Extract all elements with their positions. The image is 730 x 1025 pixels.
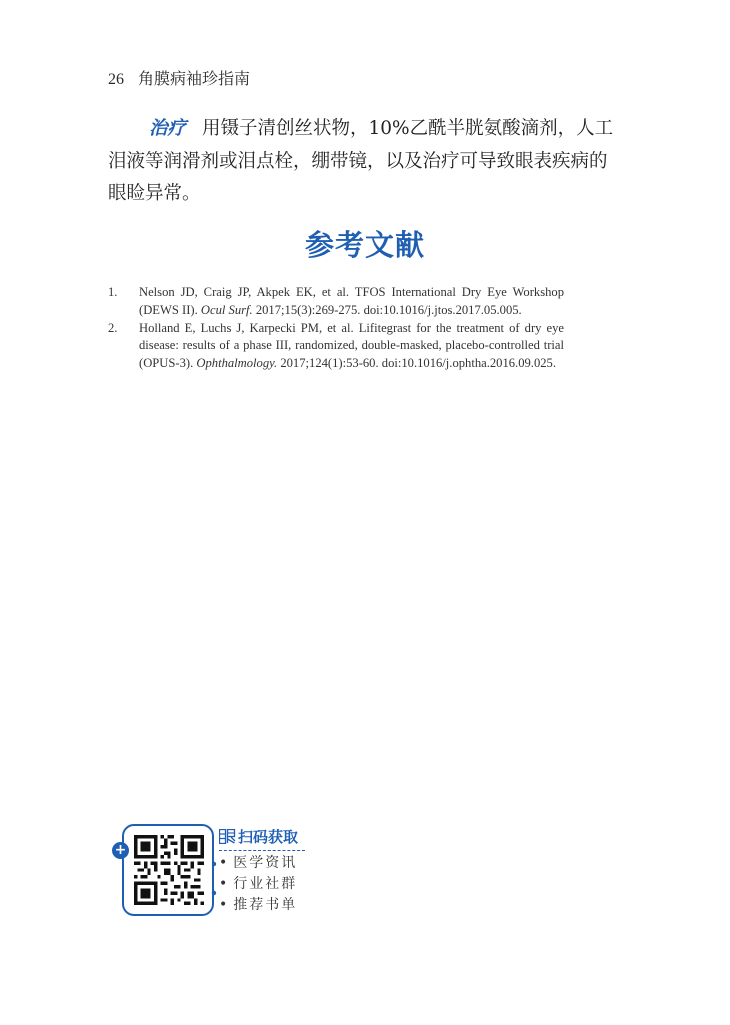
treatment-paragraph [108,113,625,211]
plus-icon: + [112,842,129,859]
reference-item [108,284,564,320]
qr-code[interactable] [134,834,204,906]
reference-journal: Ocul Surf. [200,302,253,317]
reference-text: Nelson JD, Craig JP, Akpek EK, et al. TFOS International Dry Eye Workshop (DEWS II). [139,285,564,317]
qr-promo-panel [219,826,305,916]
qr-code-frame[interactable] [122,824,214,916]
qr-header [219,826,305,847]
qr-bullet-item: • 医学资讯 [219,855,298,871]
treatment-label: 治疗 [149,118,187,139]
reference-details: 2017;15(3):269-275. doi:10.1016/j.jtos.2017.05.005. [252,302,522,317]
reference-number: 2. [108,320,118,335]
book-title: 角膜病袖珍指南 [138,69,251,88]
reference-journal: Ophthalmology. [196,356,278,371]
qr-bullet-item: • 推荐书单 [219,897,298,913]
qr-divider [219,850,305,851]
reference-number: 1. [108,285,118,299]
qr-header-text: 扫码获取 [238,828,299,846]
qr-bullet-item: • 行业社群 [219,876,298,892]
reference-details: 2017;124(1):53-60. doi:10.1016/j.ophtha.2016.09.025. [277,356,556,371]
treatment-text: 用镊子清创丝状物，10%乙酰半胱氨酸滴剂，人工泪液等润滑剂或泪点栓，绷带镜，以及治疗可导致眼表疾病的眼睑异常。 [108,118,614,204]
qr-bullet-list [219,853,305,916]
reference-text: Holland E, Luchs J, Karpecki PM, et al. Lifitegrast for the treatment of dry eye disease: results of a phase III, randomized, double-masked, placebo-controlled trial (OPUS-3). [139,320,564,371]
reference-item [108,320,564,373]
page-number: 26 [108,71,124,88]
running-head [108,66,250,89]
references-title: 参考文献 [304,228,425,262]
eye-icon [219,829,236,844]
reference-list [108,284,564,373]
